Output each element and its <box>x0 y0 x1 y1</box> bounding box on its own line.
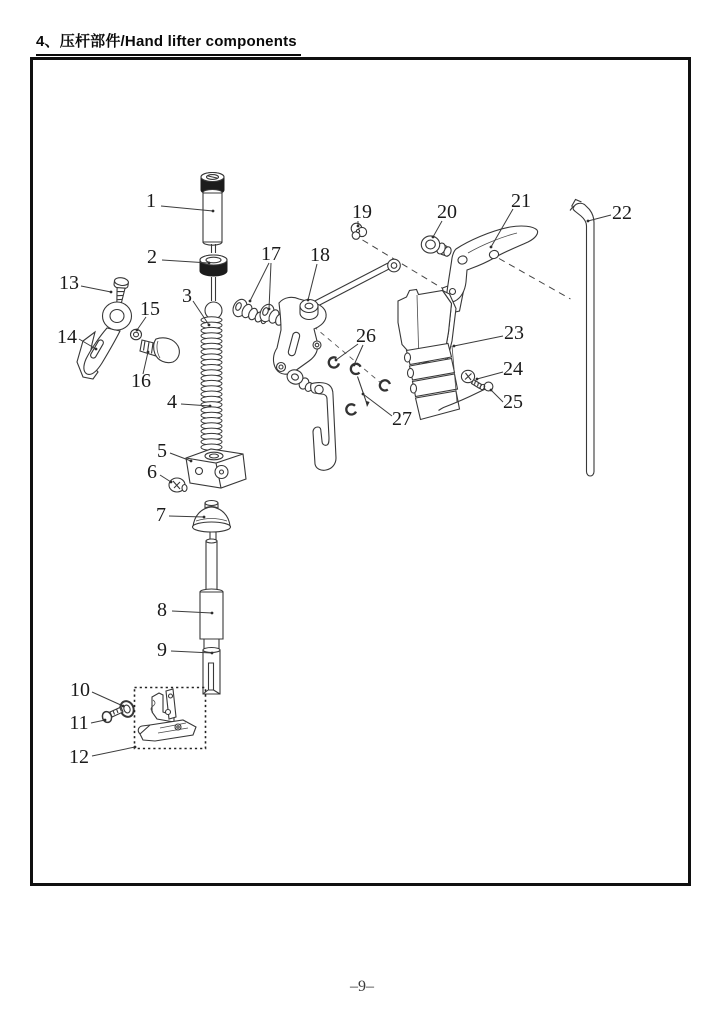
callout-leader-end-22 <box>587 220 590 223</box>
callout-label-20: 20 <box>437 201 457 223</box>
callouts-layer <box>57 190 632 768</box>
callout-leader-end-3 <box>208 324 211 327</box>
page-title: 4、压杆部件/Hand lifter components <box>36 30 301 56</box>
callout-leader-end-23 <box>453 345 456 348</box>
callout-label-6: 6 <box>147 461 157 483</box>
callout-leader-10 <box>92 692 123 706</box>
callout-leader-end-26 <box>335 359 338 362</box>
callout-label-22: 22 <box>612 202 632 224</box>
part-1-presser-adjusting-screw <box>201 173 224 246</box>
callout-label-26: 26 <box>356 325 376 347</box>
callout-label-23: 23 <box>504 322 524 344</box>
callout-label-17: 17 <box>261 243 281 265</box>
part-7-cushion-dome <box>193 501 231 542</box>
part-24-screw <box>461 370 485 390</box>
callout-label-21: 21 <box>511 190 531 212</box>
callout-leader-20 <box>433 221 442 237</box>
callout-label-2: 2 <box>147 246 157 268</box>
callout-leader-end-19 <box>357 225 360 228</box>
callout-leader-end-14 <box>95 348 98 351</box>
part-16-thumb-screw <box>140 338 179 363</box>
callout-leader-end-10 <box>122 705 125 708</box>
callout-leader-18 <box>308 264 317 300</box>
callout-leader-17 <box>269 263 271 309</box>
page-number: –9– <box>350 978 374 995</box>
callout-leader-6 <box>160 475 171 482</box>
callout-leader-12 <box>92 747 135 756</box>
part-8-presser-bar <box>200 539 223 650</box>
part-27-e-ring-clips <box>346 377 391 415</box>
callout-label-19: 19 <box>352 201 372 223</box>
part-5-guide-block <box>186 449 246 488</box>
part-2-presser-spring-nut <box>200 255 227 276</box>
callout-label-3: 3 <box>182 285 192 307</box>
callout-label-15: 15 <box>140 298 160 320</box>
callout-leader-end-6 <box>170 481 173 484</box>
callout-label-24: 24 <box>503 358 523 380</box>
callout-leader-end-2 <box>208 262 211 265</box>
callout-label-7: 7 <box>156 504 166 526</box>
part-14-hand-lifter-lever <box>77 302 132 379</box>
callout-label-11: 11 <box>69 712 89 734</box>
callout-label-1: 1 <box>146 190 156 212</box>
callout-leader-end-17 <box>268 308 271 311</box>
callout-leader-17 <box>250 263 269 301</box>
callout-leader-26 <box>336 344 358 360</box>
connector-rod-2-3 <box>212 277 216 301</box>
part-6-set-screw <box>169 478 187 492</box>
part-9-presser-bar-lower <box>203 648 220 695</box>
part-20-shoulder-screw <box>421 236 452 257</box>
lifting-hook-lever <box>311 383 336 471</box>
callout-label-25: 25 <box>503 391 523 413</box>
callout-leader-end-21 <box>490 246 493 249</box>
callout-label-13: 13 <box>59 272 79 294</box>
part-4-presser-spring <box>201 317 222 451</box>
callout-leader-26 <box>354 345 363 365</box>
part-12-presser-foot-assembly <box>135 688 206 749</box>
callout-label-18: 18 <box>310 244 330 266</box>
callout-leader-end-27 <box>362 393 365 396</box>
callout-leader-11 <box>91 720 105 723</box>
callout-leader-end-26 <box>353 364 356 367</box>
part-22-knee-lifter-rod <box>570 200 594 477</box>
callout-leader-24 <box>477 372 503 379</box>
callout-leader-25 <box>491 390 503 402</box>
callout-label-8: 8 <box>157 599 167 621</box>
callout-leader-end-18 <box>307 299 310 302</box>
callout-leader-end-7 <box>203 516 206 519</box>
part-21-knee-lifter-lever <box>447 226 538 302</box>
callout-label-14: 14 <box>57 326 77 348</box>
callout-label-27: 27 <box>392 408 412 430</box>
callout-label-4: 4 <box>167 391 177 413</box>
callout-leader-end-25 <box>490 389 493 392</box>
callout-leader-end-12 <box>134 746 137 749</box>
callout-leader-end-1 <box>212 210 215 213</box>
callout-leader-end-20 <box>432 236 435 239</box>
callout-leader-end-16 <box>147 351 150 354</box>
callout-leader-end-9 <box>211 652 214 655</box>
callout-leader-end-5 <box>190 460 193 463</box>
callout-leader-end-24 <box>476 378 479 381</box>
callout-label-5: 5 <box>157 440 167 462</box>
callout-label-10: 10 <box>70 679 90 701</box>
callout-leader-end-4 <box>209 405 212 408</box>
callout-leader-13 <box>81 286 111 292</box>
part-18-lower-bushing <box>285 368 314 393</box>
callout-leader-end-8 <box>211 612 214 615</box>
callout-label-9: 9 <box>157 639 167 661</box>
callout-leader-end-15 <box>136 329 139 332</box>
callout-leader-23 <box>454 336 503 346</box>
part-23-knee-lifter-plate <box>398 290 460 420</box>
callout-leader-end-11 <box>104 719 107 722</box>
callout-label-16: 16 <box>131 370 151 392</box>
callout-leader-end-17 <box>249 300 252 303</box>
callout-label-12: 12 <box>69 746 89 768</box>
callout-leader-end-13 <box>110 291 113 294</box>
